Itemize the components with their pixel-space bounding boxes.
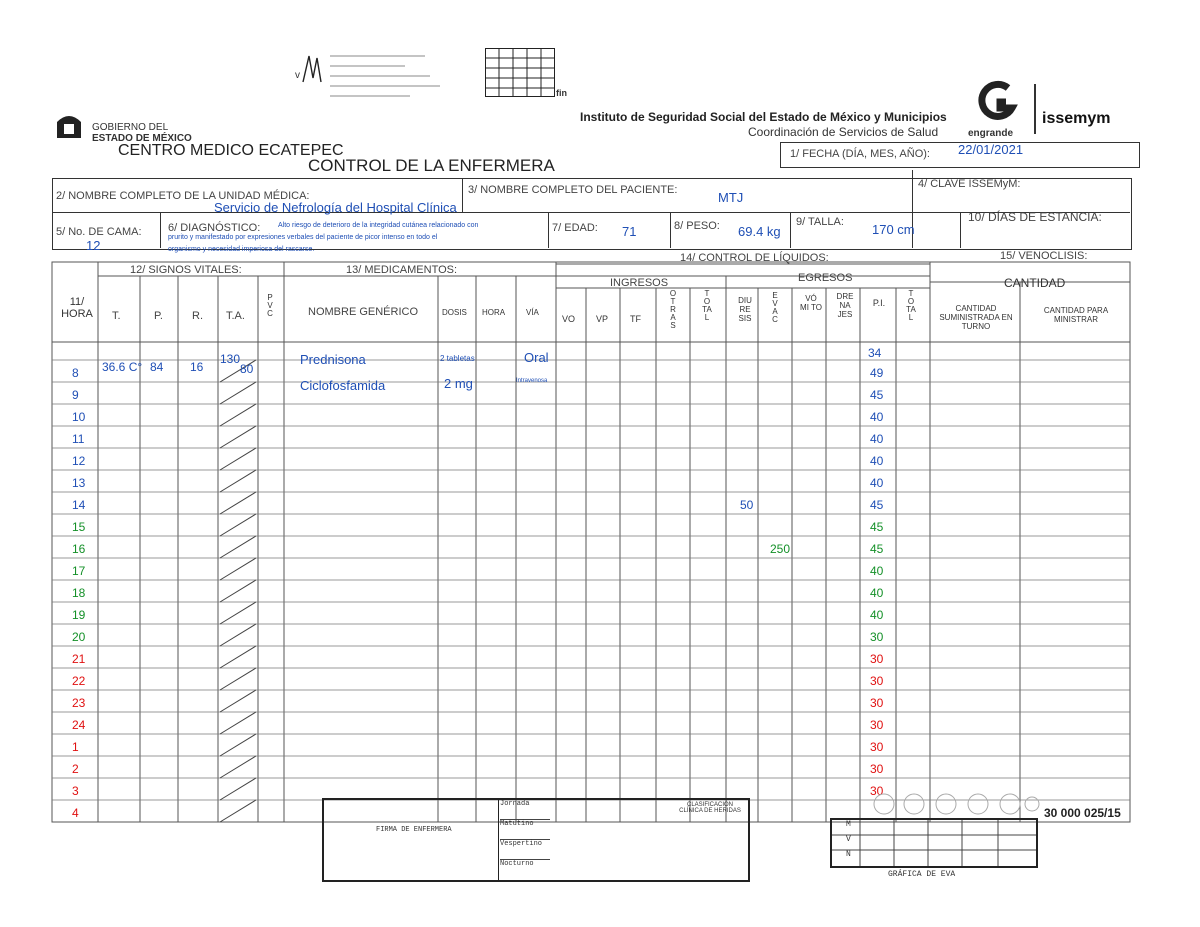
ta-diagonal bbox=[220, 734, 256, 756]
dose-header: DOSIS bbox=[442, 308, 467, 317]
eva-grid bbox=[830, 818, 1038, 868]
veno-header: 15/ VENOCLISIS: bbox=[1000, 250, 1088, 262]
age-label: 7/ EDAD: bbox=[552, 222, 598, 234]
pi-cell[interactable]: 30 bbox=[870, 674, 884, 688]
med-2-dose[interactable]: 2 mg bbox=[444, 376, 473, 391]
weight-label: 8/ PESO: bbox=[674, 220, 720, 232]
generic-header: NOMBRE GENÉRICO bbox=[308, 306, 419, 318]
unit-value[interactable]: Servicio de Nefrología del Hospital Clínica bbox=[214, 200, 457, 215]
dx-label: 6/ DIAGNÓSTICO: bbox=[168, 222, 261, 234]
gov-line2: ESTADO DE MÉXICO bbox=[92, 133, 192, 144]
hour-cell: 20 bbox=[72, 630, 86, 644]
form-title: CONTROL DE LA ENFERMERA bbox=[308, 156, 555, 175]
vital-temp[interactable]: 36.6 C° bbox=[102, 360, 143, 374]
clave-label: 4/ CLAVE ISSEMyM: bbox=[918, 178, 1021, 190]
shift-vespertino: Vespertino bbox=[500, 840, 550, 860]
ta-diagonal bbox=[220, 382, 256, 404]
brand-engrande: engrande bbox=[968, 128, 1014, 139]
pi-cell[interactable]: 30 bbox=[870, 718, 884, 732]
diuresis-cell[interactable]: 50 bbox=[740, 498, 754, 512]
eva-faces bbox=[870, 792, 1040, 823]
signature-divider bbox=[498, 798, 499, 880]
brand-issemym: issemym bbox=[1042, 110, 1111, 127]
r-header: R. bbox=[192, 310, 203, 322]
ta-diagonal bbox=[220, 778, 256, 800]
total-out-header: TOTAL bbox=[906, 289, 916, 322]
days-label: 10/ DÍAS DE ESTANCIA: bbox=[968, 210, 1102, 224]
pi-cell[interactable]: 30 bbox=[870, 652, 884, 666]
unit-label: 2/ NOMBRE COMPLETO DE LA UNIDAD MÉDICA: bbox=[56, 190, 310, 202]
gov-line1: GOBIERNO DEL bbox=[92, 122, 169, 133]
ta-diagonal bbox=[220, 492, 256, 514]
height-value[interactable]: 170 cm bbox=[872, 222, 915, 237]
hour-cell: 1 bbox=[72, 740, 79, 754]
pi-cell[interactable]: 40 bbox=[870, 608, 884, 622]
ta-diagonal bbox=[220, 580, 256, 602]
p-header: P. bbox=[154, 310, 163, 322]
pi-cell[interactable]: 30 bbox=[870, 630, 884, 644]
shift-list bbox=[500, 800, 550, 879]
height-label: 9/ TALLA: bbox=[796, 216, 844, 228]
ta-diagonal bbox=[220, 404, 256, 426]
vomito-header: VÓ MI TO bbox=[800, 294, 822, 312]
eva-v: V bbox=[846, 835, 851, 844]
hour-cell: 3 bbox=[72, 784, 79, 798]
vital-pulse[interactable]: 84 bbox=[150, 360, 164, 374]
hour-cell: 10 bbox=[72, 410, 86, 424]
bed-value[interactable]: 12 bbox=[86, 238, 101, 253]
med-1-route[interactable]: Oral bbox=[524, 350, 549, 365]
firma-label: FIRMA DE ENFERMERA bbox=[376, 826, 452, 834]
egresos-header: EGRESOS bbox=[798, 272, 853, 284]
med-hour-header: HORA bbox=[482, 308, 506, 317]
hour-cell: 13 bbox=[72, 476, 86, 490]
med-1-dose[interactable]: 2 tabletas bbox=[440, 354, 475, 363]
vital-ta-sys[interactable]: 130 bbox=[220, 352, 241, 366]
hour-cell: 18 bbox=[72, 586, 86, 600]
hour-cell: 16 bbox=[72, 542, 86, 556]
hour-cell: 11 bbox=[72, 432, 85, 446]
hour-cell: 2 bbox=[72, 762, 79, 776]
fin-label: fin bbox=[556, 88, 567, 98]
pi-cell[interactable]: 40 bbox=[870, 586, 884, 600]
pi-cell[interactable]: 45 bbox=[870, 542, 884, 556]
diuresis-header: DIU RE SIS bbox=[738, 296, 752, 323]
dx-line-1[interactable]: Alto riesgo de deterioro de la integridad cutánea relacionado con bbox=[278, 222, 479, 229]
hour-cell: 12 bbox=[72, 454, 86, 468]
ta-diagonal bbox=[220, 514, 256, 536]
ta-diagonal bbox=[220, 690, 256, 712]
weight-value[interactable]: 69.4 kg bbox=[738, 224, 781, 239]
svg-text:v: v bbox=[295, 70, 300, 81]
hour-cell: 4 bbox=[72, 806, 79, 820]
shift-matutino: Matutino bbox=[500, 820, 550, 840]
vo-header: VO bbox=[562, 314, 576, 324]
pi-cell[interactable]: 45 bbox=[870, 388, 884, 402]
shift-jornada: Jornada bbox=[500, 800, 550, 820]
pi-first[interactable]: 34 bbox=[868, 346, 882, 360]
coordination: Coordinación de Servicios de Salud bbox=[748, 125, 939, 139]
hospital-name: CENTRO MEDICO ECATEPEC bbox=[118, 142, 344, 159]
ta-diagonal bbox=[220, 646, 256, 668]
eva-grid-lines bbox=[832, 820, 1036, 866]
pi-cell[interactable]: 45 bbox=[870, 520, 884, 534]
pi-cell[interactable]: 30 bbox=[870, 784, 884, 798]
ta-diagonal bbox=[220, 558, 256, 580]
hour-header: 11/ HORA bbox=[61, 296, 93, 320]
otras-header: OTRAS bbox=[669, 289, 677, 330]
pi-cell[interactable]: 45 bbox=[870, 498, 884, 512]
institute-name: Instituto de Seguridad Social del Estado de México y Municipios bbox=[580, 110, 947, 124]
drenajes-header: DRE NA JES bbox=[836, 292, 854, 319]
hour-cell: 19 bbox=[72, 608, 86, 622]
ingresos-header: INGRESOS bbox=[610, 277, 669, 289]
age-value[interactable]: 71 bbox=[622, 224, 637, 239]
eva-m: M bbox=[846, 820, 851, 829]
pi-cell[interactable]: 30 bbox=[870, 696, 884, 710]
pi-cell[interactable]: 30 bbox=[870, 762, 884, 776]
vital-ta-dia[interactable]: 80 bbox=[240, 362, 254, 376]
date-label: 1/ FECHA (DÍA, MES, AÑO): bbox=[790, 148, 930, 160]
clasificacion-label: CLASIFICACIÓN CLÍNICA DE HERIDAS bbox=[679, 802, 741, 814]
ta-diagonal bbox=[220, 712, 256, 734]
shift-nocturno: Nocturno bbox=[500, 860, 534, 868]
para-ministrar-header: CANTIDAD PARA MINISTRAR bbox=[1043, 306, 1109, 324]
hour-cell: 22 bbox=[72, 674, 86, 688]
suministrada-header: CANTIDAD SUMINISTRADA EN TURNO bbox=[939, 304, 1013, 331]
ta-diagonal bbox=[220, 668, 256, 690]
eva-n: N bbox=[846, 850, 851, 859]
pvc-header: P V C bbox=[267, 293, 273, 318]
pi-cell[interactable]: 30 bbox=[870, 740, 884, 754]
hour-cell: 15 bbox=[72, 520, 86, 534]
total-in-header: TOTAL bbox=[702, 289, 712, 322]
med-1-name[interactable]: Prednisona bbox=[300, 352, 366, 367]
ta-diagonal bbox=[220, 800, 256, 822]
date-value[interactable]: 22/01/2021 bbox=[958, 142, 1024, 157]
ta-diagonal bbox=[220, 624, 256, 646]
pi-header: P.I. bbox=[872, 298, 886, 308]
fluids-header: 14/ CONTROL DE LÍQUIDOS: bbox=[680, 252, 829, 264]
eva-faces-icon bbox=[870, 792, 1040, 818]
pi-cell[interactable]: 40 bbox=[870, 454, 884, 468]
pi-cell[interactable]: 40 bbox=[870, 476, 884, 490]
evac-cell[interactable]: 250 bbox=[770, 542, 791, 556]
evac-header: EVAC bbox=[772, 291, 778, 324]
med-2-name[interactable]: Ciclofosfamida bbox=[300, 378, 386, 393]
patient-value[interactable]: MTJ bbox=[718, 190, 744, 205]
cantidad-header: CANTIDAD bbox=[1004, 276, 1066, 290]
route-header: VÍA bbox=[526, 308, 539, 317]
hour-cell: 8 bbox=[72, 366, 79, 380]
t-header: T. bbox=[112, 310, 121, 322]
hour-cell: 24 bbox=[72, 718, 86, 732]
dx-line-3[interactable]: organismo y necesidad imperiosa del rascarse. bbox=[168, 246, 315, 253]
hour-cell: 14 bbox=[72, 498, 86, 512]
ta-diagonal bbox=[220, 426, 256, 448]
vitals-header: 12/ SIGNOS VITALES: bbox=[130, 264, 242, 276]
eva-title: GRÁFICA DE EVA bbox=[888, 870, 956, 879]
tf-header: TF bbox=[630, 314, 641, 324]
meds-header: 13/ MEDICAMENTOS: bbox=[346, 264, 458, 276]
pi-cell[interactable]: 40 bbox=[870, 564, 884, 578]
bed-label: 5/ No. DE CAMA: bbox=[56, 226, 142, 238]
ta-diagonal bbox=[220, 470, 256, 492]
ta-diagonal bbox=[220, 756, 256, 778]
pi-cell[interactable]: 40 bbox=[870, 410, 884, 424]
form-code: 30 000 025/15 bbox=[1044, 806, 1121, 820]
ta-diagonal bbox=[220, 448, 256, 470]
med-2-route[interactable]: Intravenosa bbox=[516, 378, 548, 384]
hour-cell: 23 bbox=[72, 696, 86, 710]
ta-diagonal bbox=[220, 536, 256, 558]
ta-diagonal bbox=[220, 602, 256, 624]
ta-header: T.A. bbox=[226, 310, 245, 322]
patient-label: 3/ NOMBRE COMPLETO DEL PACIENTE: bbox=[468, 184, 678, 196]
pi-cell[interactable]: 49 bbox=[870, 366, 884, 380]
dx-line-2[interactable]: prurito y manifestado por expresiones verbales del paciente de picor intenso en todo el bbox=[168, 234, 438, 241]
hour-cell: 21 bbox=[72, 652, 86, 666]
pi-cell[interactable]: 40 bbox=[870, 432, 884, 446]
vital-resp[interactable]: 16 bbox=[190, 360, 204, 374]
hour-cell: 9 bbox=[72, 388, 79, 402]
vp-header: VP bbox=[596, 314, 609, 324]
hour-cell: 17 bbox=[72, 564, 86, 578]
